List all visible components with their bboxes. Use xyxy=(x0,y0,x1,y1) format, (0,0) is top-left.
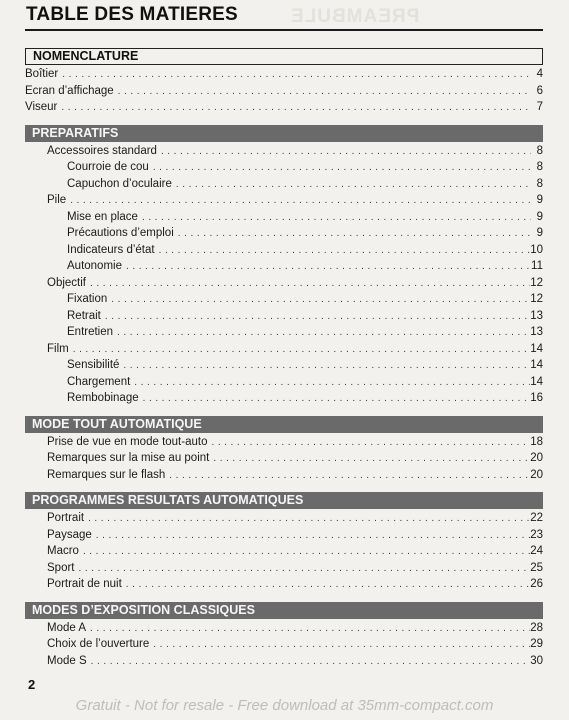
section-heading: PREPARATIFS xyxy=(25,125,543,142)
dot-leader xyxy=(66,193,531,210)
toc-entry-label: Viseur xyxy=(25,101,58,113)
toc-entry-label: Courroie de cou xyxy=(67,161,149,173)
toc-entry-label: Portrait de nuit xyxy=(47,578,122,590)
toc-entry xyxy=(25,620,543,637)
toc-entry xyxy=(25,143,543,160)
toc-entry xyxy=(25,636,543,653)
dot-leader xyxy=(113,325,530,342)
watermark-footer: Gratuit - Not for resale - Free download at 35mm-compact.com xyxy=(75,697,494,714)
toc-entry-label: Objectif xyxy=(47,276,86,289)
toc-entry-label: Sport xyxy=(47,561,75,574)
dot-leader xyxy=(86,621,530,638)
toc-entry xyxy=(25,653,543,670)
dot-leader xyxy=(119,358,530,375)
toc-entry-label: Accessoires standard xyxy=(47,144,157,157)
toc-entry-page: 30 xyxy=(530,654,543,667)
section-heading: MODE TOUT AUTOMATIQUE xyxy=(25,416,543,433)
toc-entry-page: 14 xyxy=(530,342,543,355)
toc-entry-label: Pile xyxy=(47,194,67,206)
toc-entry-label: Portrait xyxy=(47,512,85,524)
toc-entry-label: Chargement xyxy=(67,375,131,388)
toc-entry-label: Fixation xyxy=(67,293,108,305)
toc-entry-page: 9 xyxy=(536,210,543,223)
dot-leader xyxy=(149,637,530,654)
toc-entry-label: Macro xyxy=(47,545,79,557)
toc-section xyxy=(25,416,543,484)
toc-entry-label: Paysage xyxy=(47,528,92,541)
toc-entry-page: 26 xyxy=(530,578,543,590)
toc-entry-page: 24 xyxy=(530,545,543,557)
toc-entry-page: 9 xyxy=(536,227,543,239)
toc-entry xyxy=(25,576,543,593)
toc-entry-page: 22 xyxy=(530,512,543,524)
dot-leader xyxy=(157,144,531,161)
title-rule xyxy=(25,29,543,31)
toc-entry-label: Choix de l’ouverture xyxy=(47,638,150,650)
toc-entry-page: 8 xyxy=(536,161,543,173)
toc-entry-page: 14 xyxy=(530,375,543,388)
toc-entry-page: 20 xyxy=(530,452,543,464)
toc-entry-page: 12 xyxy=(530,293,543,305)
bleed-through-text: PREAMBULE xyxy=(290,6,420,27)
toc-entry-label: Capuchon d’oculaire xyxy=(67,177,172,190)
toc-entry xyxy=(25,258,543,275)
toc-section xyxy=(25,48,543,116)
toc-entry-page: 14 xyxy=(530,359,543,371)
toc-entry xyxy=(25,341,543,358)
toc-entry xyxy=(25,390,543,407)
toc-entry-label: Mise en place xyxy=(67,210,138,223)
toc-entry-label: Entretien xyxy=(67,326,114,338)
toc-entry-label: Remarques sur la mise au point xyxy=(47,452,210,464)
dot-leader xyxy=(172,177,531,194)
toc-entry-page: 11 xyxy=(531,260,543,272)
toc-entry-page: 29 xyxy=(530,638,543,650)
toc-entry-label: Boîtier xyxy=(25,68,59,80)
dot-leader xyxy=(122,259,531,276)
dot-leader xyxy=(174,226,531,243)
page-number: 2 xyxy=(28,677,36,692)
toc-entry-page: 18 xyxy=(530,435,543,448)
toc-entry-page: 20 xyxy=(530,468,543,481)
toc-entry-page: 16 xyxy=(530,392,543,404)
dot-leader xyxy=(101,309,530,326)
toc-entry-label: Autonomie xyxy=(67,260,122,272)
dot-leader xyxy=(155,243,531,260)
toc-section xyxy=(25,125,543,407)
dot-leader xyxy=(114,84,531,101)
toc-entry-page: 9 xyxy=(536,194,543,206)
dot-leader xyxy=(165,468,530,485)
toc-entry xyxy=(25,192,543,209)
dot-leader xyxy=(69,342,530,359)
dot-leader xyxy=(87,654,531,671)
toc-entry xyxy=(25,242,543,259)
toc-entry-label: Film xyxy=(47,342,69,355)
toc-entry xyxy=(25,357,543,374)
toc-section xyxy=(25,602,543,670)
toc-entry-page: 23 xyxy=(530,528,543,541)
toc-entry xyxy=(25,510,543,527)
toc-entry xyxy=(25,308,543,325)
dot-leader xyxy=(57,100,531,117)
toc-entry-label: Mode S xyxy=(47,654,87,667)
dot-leader xyxy=(84,511,530,528)
toc-entry-page: 4 xyxy=(536,68,543,80)
section-heading: NOMENCLATURE xyxy=(25,48,543,65)
toc-entry-page: 7 xyxy=(536,101,543,113)
toc-entry xyxy=(25,159,543,176)
toc-entry-label: Rembobinage xyxy=(67,392,139,404)
page-title: TABLE DES MATIERES xyxy=(26,4,238,25)
section-heading: PROGRAMMES RESULTATS AUTOMATIQUES xyxy=(25,492,543,509)
toc-entry xyxy=(25,434,543,451)
dot-leader xyxy=(138,210,531,227)
toc-entry-label: Prise de vue en mode tout-auto xyxy=(47,435,208,448)
toc-entry-label: Retrait xyxy=(67,309,101,322)
dot-leader xyxy=(139,391,531,408)
toc-entry xyxy=(25,324,543,341)
toc-entry-page: 28 xyxy=(530,621,543,634)
toc-entry xyxy=(25,83,543,100)
toc-entry xyxy=(25,527,543,544)
toc-entry-label: Indicateurs d’état xyxy=(67,243,155,256)
toc-entry xyxy=(25,99,543,116)
toc-section xyxy=(25,492,543,593)
dot-leader xyxy=(75,561,531,578)
toc-entry xyxy=(25,467,543,484)
toc-entry xyxy=(25,543,543,560)
dot-leader xyxy=(79,544,530,561)
toc-entry xyxy=(25,225,543,242)
toc-entry-page: 13 xyxy=(530,326,543,338)
toc-entry-page: 8 xyxy=(536,177,543,190)
toc-entry xyxy=(25,450,543,467)
toc-entry xyxy=(25,374,543,391)
toc-entry xyxy=(25,209,543,226)
dot-leader xyxy=(149,160,531,177)
toc-entry xyxy=(25,176,543,193)
dot-leader xyxy=(209,451,530,468)
toc-entry-label: Remarques sur le flash xyxy=(47,468,166,481)
toc-entry xyxy=(25,560,543,577)
toc-entry-page: 10 xyxy=(530,243,543,256)
toc-entry-label: Ecran d’affichage xyxy=(25,84,114,97)
table-of-contents xyxy=(25,48,543,678)
toc-entry-label: Précautions d’emploi xyxy=(67,227,174,239)
dot-leader xyxy=(86,276,530,293)
dot-leader xyxy=(92,528,530,545)
toc-entry xyxy=(25,291,543,308)
dot-leader xyxy=(122,577,530,594)
toc-entry-label: Mode A xyxy=(47,621,86,634)
toc-entry-page: 25 xyxy=(530,561,543,574)
toc-entry xyxy=(25,275,543,292)
toc-entry-label: Sensibilité xyxy=(67,359,120,371)
dot-leader xyxy=(107,292,530,309)
dot-leader xyxy=(58,67,531,84)
toc-entry-page: 13 xyxy=(530,309,543,322)
dot-leader xyxy=(130,375,530,392)
section-heading: MODES D’EXPOSITION CLASSIQUES xyxy=(25,602,543,619)
toc-entry-page: 12 xyxy=(530,276,543,289)
dot-leader xyxy=(207,435,530,452)
toc-entry-page: 8 xyxy=(536,144,543,157)
toc-entry xyxy=(25,66,543,83)
toc-entry-page: 6 xyxy=(536,84,543,97)
